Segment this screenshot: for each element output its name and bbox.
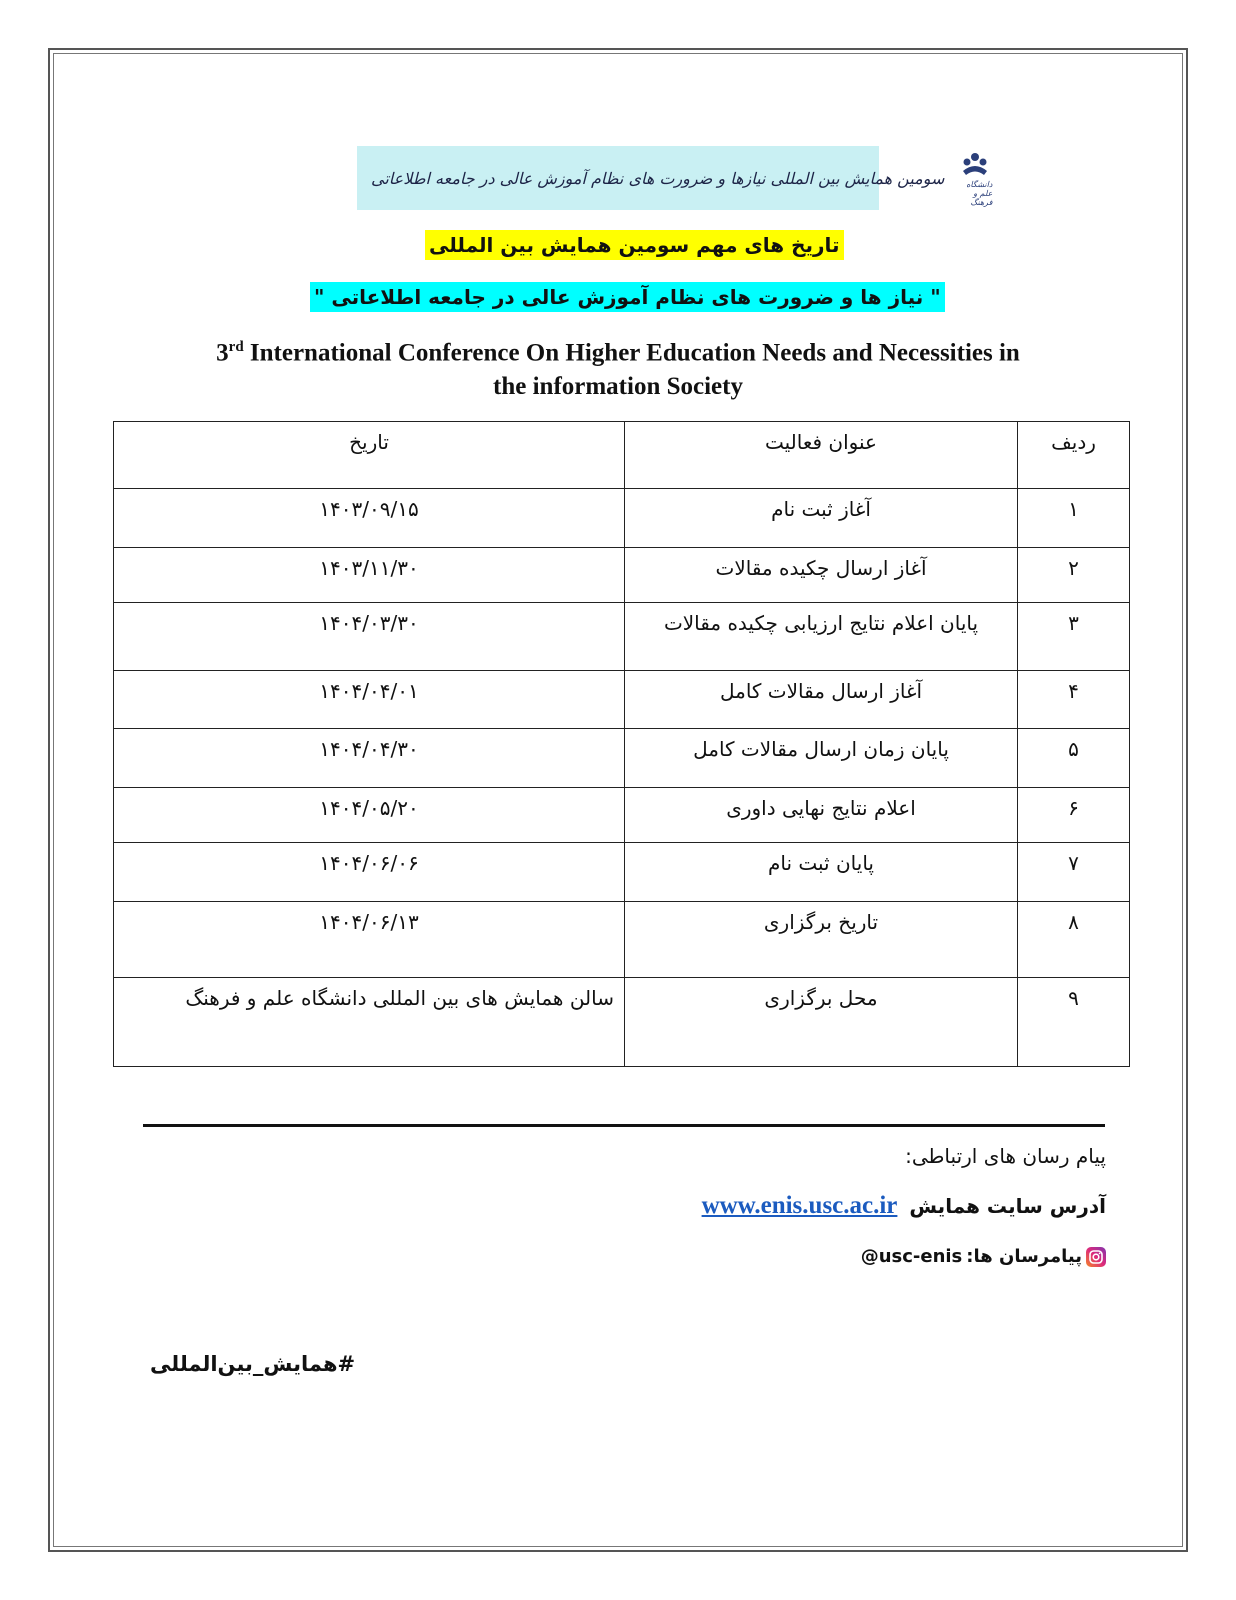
page-subtitle: " نیاز ها و ضرورت های نظام آموزش عالی در جامعه اطلاعاتی "	[310, 282, 945, 312]
row-activity: پایان زمان ارسال مقالات کامل	[625, 729, 1018, 788]
row-venue: سالن همایش های بین المللی دانشگاه علم و فرهنگ	[114, 978, 625, 1067]
table-row	[114, 978, 1130, 1067]
english-title	[140, 330, 1096, 404]
dates-table	[113, 421, 1130, 1067]
row-date: ۱۴۰۴/۰۳/۳۰	[114, 603, 625, 671]
row-activity: پایان ثبت نام	[625, 843, 1018, 902]
university-logo	[958, 149, 992, 207]
website-row	[702, 1192, 1106, 1220]
english-title-sup: rd	[228, 339, 244, 355]
website-link[interactable]: www.enis.usc.ac.ir	[701, 1192, 898, 1219]
row-num: ۹	[1018, 978, 1130, 1067]
row-activity: اعلام نتایج نهایی داوری	[625, 788, 1018, 843]
row-date: ۱۴۰۳/۰۹/۱۵	[114, 489, 625, 548]
row-num: ۳	[1018, 603, 1130, 671]
table-row	[114, 489, 1130, 548]
header-num: ردیف	[1018, 422, 1130, 489]
row-date: ۱۴۰۴/۰۶/۱۳	[114, 902, 625, 978]
university-logo-icon	[958, 149, 992, 179]
logo-caption: دانشگاه علم و فرهنگ	[966, 180, 993, 207]
row-date: ۱۴۰۴/۰۴/۰۱	[114, 671, 625, 729]
row-num: ۱	[1018, 489, 1130, 548]
row-activity: آغاز ارسال مقالات کامل	[625, 671, 1018, 729]
row-activity: محل برگزاری	[625, 978, 1018, 1067]
table-header-row	[114, 422, 1130, 489]
table-row	[114, 603, 1130, 671]
row-num: ۶	[1018, 788, 1130, 843]
row-activity: آغاز ثبت نام	[625, 489, 1018, 548]
header-date: تاریخ	[114, 422, 625, 489]
row-date: ۱۴۰۳/۱۱/۳۰	[114, 548, 625, 603]
hashtag: #همایش_بین‌المللی	[150, 1352, 356, 1376]
messenger-row	[861, 1246, 1106, 1267]
website-label: آدرس سایت همایش	[909, 1194, 1106, 1218]
english-title-line1: International Conference On Higher Education Needs and Necessities in	[243, 339, 1020, 367]
contact-heading: پیام رسان های ارتباطی:	[905, 1144, 1106, 1168]
row-num: ۴	[1018, 671, 1130, 729]
row-activity: پایان اعلام نتایج ارزیابی چکیده مقالات	[625, 603, 1018, 671]
row-num: ۲	[1018, 548, 1130, 603]
english-title-ordinal: 3	[216, 339, 229, 367]
conference-banner	[357, 146, 993, 210]
instagram-icon[interactable]	[1086, 1247, 1106, 1267]
table-row	[114, 902, 1130, 978]
table-row	[114, 729, 1130, 788]
table-row	[114, 548, 1130, 603]
page-title: تاریخ های مهم سومین همایش بین المللی	[425, 230, 844, 260]
row-date: ۱۴۰۴/۰۶/۰۶	[114, 843, 625, 902]
row-num: ۵	[1018, 729, 1130, 788]
table-row	[114, 788, 1130, 843]
separator-line	[143, 1124, 1105, 1127]
row-date: ۱۴۰۴/۰۴/۳۰	[114, 729, 625, 788]
row-activity: آغاز ارسال چکیده مقالات	[625, 548, 1018, 603]
row-date: ۱۴۰۴/۰۵/۲۰	[114, 788, 625, 843]
messenger-handle[interactable]: @usc-enis	[860, 1246, 963, 1267]
row-activity: تاریخ برگزاری	[625, 902, 1018, 978]
banner-title: سومین همایش بین المللی نیازها و ضرورت های نظام آموزش عالی در جامعه اطلاعاتی	[371, 168, 945, 188]
row-num: ۷	[1018, 843, 1130, 902]
row-num: ۸	[1018, 902, 1130, 978]
table-row	[114, 843, 1130, 902]
messenger-label: پیامرسان ها:	[966, 1246, 1082, 1267]
header-activity: عنوان فعالیت	[625, 422, 1018, 489]
english-title-line2: the information Society	[493, 373, 743, 401]
table-row	[114, 671, 1130, 729]
